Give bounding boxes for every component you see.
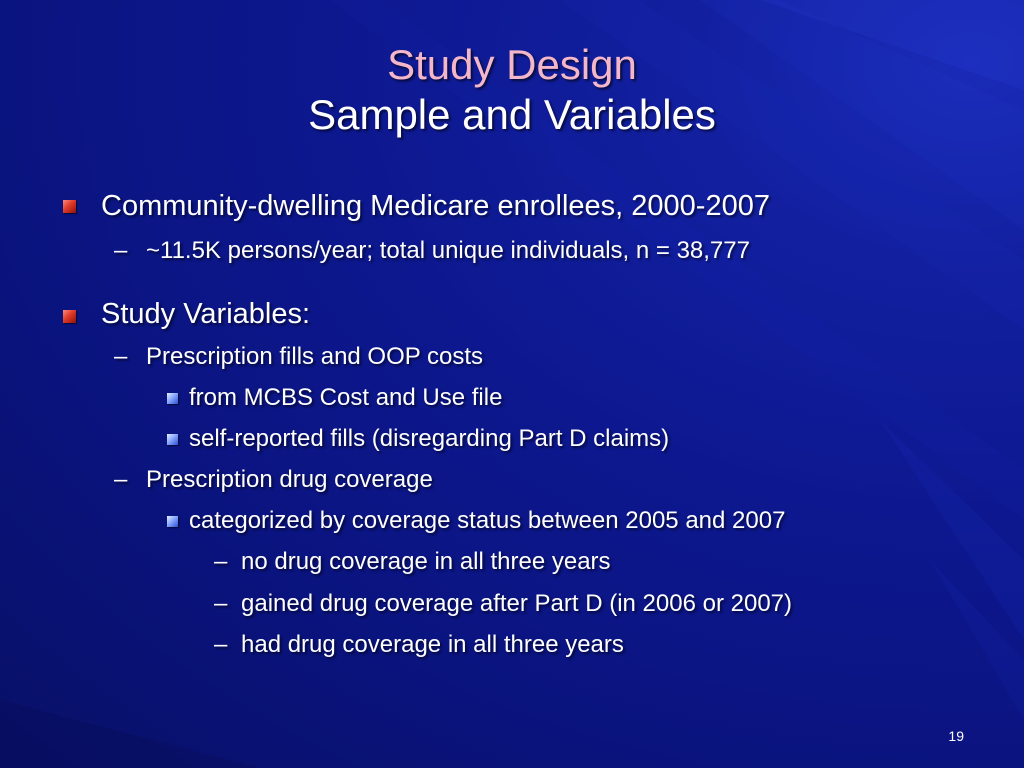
dash-marker: – — [214, 631, 228, 658]
bullet-level4-item: had drug coverage in all three years — [241, 631, 624, 658]
bullet-level1-item: Community-dwelling Medicare enrollees, 2000-2007 — [101, 190, 770, 222]
dash-marker: – — [214, 548, 228, 575]
dash-marker: – — [114, 237, 128, 264]
red-square-bullet-icon — [63, 200, 76, 213]
title-subheading: Sample and Variables — [308, 91, 716, 138]
blue-square-bullet-icon — [167, 434, 178, 445]
red-square-bullet-icon — [63, 310, 76, 323]
blue-square-bullet-icon — [167, 516, 178, 527]
blue-square-bullet-icon — [167, 393, 178, 404]
bullet-level4-item: gained drug coverage after Part D (in 2006 or 2007) — [241, 590, 793, 617]
bullet-level1-item: Study Variables: — [101, 298, 311, 330]
dash-marker: – — [114, 466, 128, 493]
bullet-level3-item: categorized by coverage status between 2005 and 2007 — [189, 507, 786, 534]
bullet-level2-item: Prescription drug coverage — [146, 466, 433, 493]
bullet-level2-item: ~11.5K persons/year; total unique individuals, n = 38,777 — [146, 237, 750, 264]
bullet-level2-item: Prescription fills and OOP costs — [146, 343, 484, 370]
bullet-level4-item: no drug coverage in all three years — [241, 548, 611, 575]
slide-page-number: 19 — [948, 728, 964, 744]
dash-marker: – — [114, 343, 128, 370]
bullet-level3-item: from MCBS Cost and Use file — [189, 384, 503, 411]
dash-marker: – — [214, 590, 228, 617]
bullet-level3-item: self-reported fills (disregarding Part D claims) — [189, 425, 670, 452]
title-heading: Study Design — [387, 41, 637, 88]
